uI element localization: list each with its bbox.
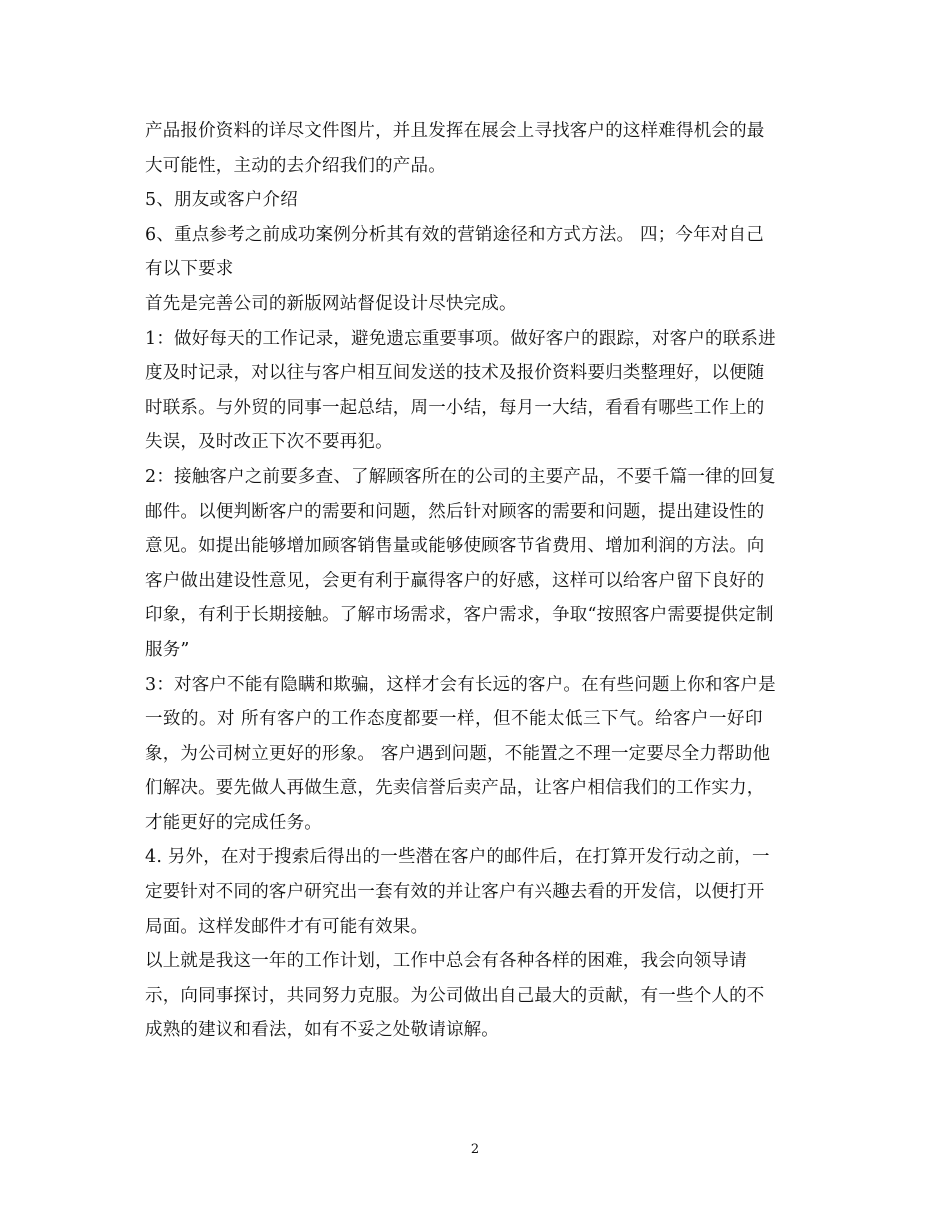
text-line: 们解决。要先做人再做生意，先卖信誉后卖产品，让客户相信我们的工作实力， bbox=[145, 778, 765, 799]
text-line: 首先是完善公司的新版网站督促设计尽快完成。 bbox=[145, 293, 517, 314]
text-line: 6、重点参考之前成功案例分析其有效的营销途径和方式方法。 四；今年对自己 bbox=[145, 224, 764, 245]
text-line: 度及时记录，对以往与客户相互间发送的技术及报价资料要归类整理好，以便随 bbox=[145, 363, 765, 384]
text-line: 示，向同事探讨，共同努力克服。为公司做出自己最大的贡献，有一些个人的不 bbox=[145, 985, 765, 1006]
text-line: 有以下要求 bbox=[145, 259, 234, 280]
text-line: 一致的。对 所有客户的工作态度都要一样，但不能太低三下气。给客户一好印 bbox=[145, 709, 764, 730]
document-body bbox=[145, 114, 810, 1048]
text-line: 大可能性，主动的去介绍我们的产品。 bbox=[145, 155, 446, 176]
text-line: 时联系。与外贸的同事一起总结，周一小结，每月一大结，看看有哪些工作上的 bbox=[145, 397, 765, 418]
text-line: 1：做好每天的工作记录，避免遗忘重要事项。做好客户的跟踪，对客户的联系进 bbox=[145, 328, 776, 349]
text-line: 5、朋友或客户介绍 bbox=[145, 190, 298, 211]
text-line: 3：对客户不能有隐瞒和欺骗，这样才会有长远的客户。在有些问题上你和客户是 bbox=[145, 674, 776, 695]
text-line: 象，为公司树立更好的形象。 客户遇到问题，不能置之不理一定要尽全力帮助他 bbox=[145, 743, 771, 764]
text-line: 定要针对不同的客户研究出一套有效的并让客户有兴趣去看的开发信，以便打开 bbox=[145, 882, 765, 903]
text-line: 以上就是我这一年的工作计划，工作中总会有各种各样的困难，我会向领导请 bbox=[145, 951, 747, 972]
text-line: 局面。这样发邮件才有可能有效果。 bbox=[145, 916, 429, 937]
text-line: 意见。如提出能够增加顾客销售量或能够使顾客节省费用、增加利润的方法。向 bbox=[145, 536, 765, 557]
text-line: 4. 另外，在对于搜索后得出的一些潜在客户的邮件后，在打算开发行动之前，一 bbox=[145, 847, 770, 868]
text-line: 失误，及时改正下次不要再犯。 bbox=[145, 432, 393, 453]
page-number: 2 bbox=[470, 1142, 480, 1157]
text-line: 成熟的建议和看法，如有不妥之处敬请谅解。 bbox=[145, 1020, 499, 1041]
text-line: 2：接触客户之前要多查、了解顾客所在的公司的主要产品，不要千篇一律的回复 bbox=[145, 466, 776, 487]
text-line: 才能更好的完成任务。 bbox=[145, 812, 322, 833]
text-line: 客户做出建设性意见，会更有利于赢得客户的好感，这样可以给客户留下良好的 bbox=[145, 570, 765, 591]
text-line: 印象，有利于长期接触。了解市场需求，客户需求，争取“按照客户需要提供定制 bbox=[145, 605, 774, 626]
text-line: 服务” bbox=[145, 639, 190, 660]
text-line: 产品报价资料的详尽文件图片，并且发挥在展会上寻找客户的这样难得机会的最 bbox=[145, 121, 765, 141]
text-line: 邮件。以便判断客户的需要和问题，然后针对顾客的需要和问题，提出建设性的 bbox=[145, 501, 765, 522]
